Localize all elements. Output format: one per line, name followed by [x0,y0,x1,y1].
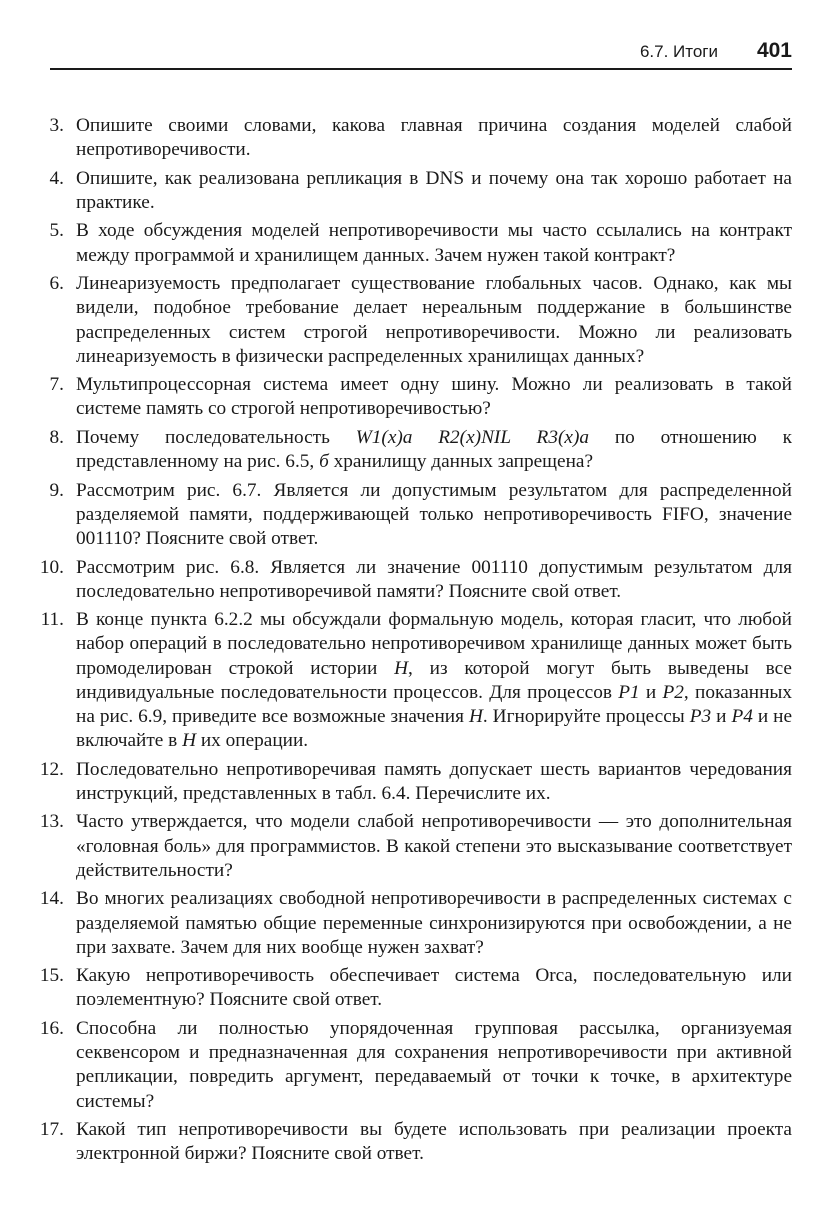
question-number: 13. [39,811,64,833]
question-number: 11. [40,609,64,631]
question-item [30,1017,792,1114]
question-text: В конце пункта 6.2.2 мы обсуждали формальную модель, которая гласит, что любой набор операций в последовательно непротиворечивом хранилище данных может быть промоделирован строкой истории H, из которой могут быть выведены все индивидуальные последовательности процессов. Для процессов P1 и P2, показанных на рис. 6.9, приведите все возможные значения H. Игнорируйте процессы P3 и P4 и не включайте в H их операции. [76,609,793,752]
question-number: 5. [49,220,64,242]
question-text: Линеаризуемость предполагает существование глобальных часов. Однако, как мы видели, подобное требование делает нереальным поддержание в большинстве распределенных систем строгой непротиворечивости. Можно ли реализовать линеаризуемость в физически распределенных хранилищах данных? [76,273,792,367]
question-number: 9. [49,479,64,501]
question-item [30,479,792,552]
question-text: Опишите своими словами, какова главная причина создания моделей слабой непротиворечивости. [76,115,792,161]
question-number: 3. [49,115,64,136]
question-item [30,167,792,215]
question-number: 10. [39,556,64,578]
page-number: 401 [756,39,792,62]
question-text: Рассмотрим рис. 6.8. Является ли значение 001110 допустимым результатом для последовательно непротиворечивой памяти? Поясните свой ответ. [76,556,792,602]
question-number: 14. [39,888,64,910]
question-item [30,810,792,883]
question-text: В ходе обсуждения моделей непротиворечивости мы часто ссылались на контракт между программой и хранилищем данных. Зачем нужен такой контракт? [76,220,792,266]
question-text: Какой тип непротиворечивости вы будете использовать при реализации проекта электронной биржи? Поясните свой ответ. [76,1119,792,1165]
question-item [30,1118,792,1166]
question-text: Какую непротиворечивость обеспечивает система Orca, последовательную или поэлементную? Поясните свой ответ. [76,965,792,1011]
question-text: Рассмотрим рис. 6.7. Является ли допустимым результатом для распределенной разделяемой памяти, поддерживающей только непротиворечивость FIFO, значение 001110? Поясните свой ответ. [76,479,792,550]
question-text: Во многих реализациях свободной непротиворечивости в распределенных системах с разделяемой памятью общие переменные синхронизируются при освобождении, а не при захвате. Зачем для них вообще нужен захват? [76,888,792,958]
question-item [30,114,792,162]
question-number: 6. [49,273,64,295]
question-number: 7. [49,374,64,396]
question-list [30,114,792,1171]
question-item [30,964,792,1012]
question-text: Способна ли полностью упорядоченная групповая рассылка, организуемая секвенсором и предназначенная для сохранения непротиворечивости при активной репликации, повредить аргумент, передаваемый от точки к точке, в архитектуре системы? [76,1017,792,1112]
question-number: 4. [49,167,64,189]
question-item [30,219,792,267]
question-number: 8. [49,426,64,448]
question-item [30,426,792,474]
running-header [50,36,792,70]
question-item [30,758,792,806]
question-number: 17. [39,1119,64,1141]
question-item [30,272,792,369]
question-item [30,608,792,753]
question-text: Мультипроцессорная система имеет одну шину. Можно ли реализовать в такой системе память со строгой непротиворечивостью? [76,374,792,420]
question-item [30,887,792,960]
section-title: 6.7. Итоги [639,42,718,61]
question-item [30,373,792,421]
question-text: Последовательно непротиворечивая память допускает шесть вариантов чередования инструкций, представленных в табл. 6.4. Перечислите их. [76,758,792,804]
question-number: 12. [39,758,64,780]
question-number: 16. [39,1017,64,1039]
question-item [30,556,792,604]
question-text: Опишите, как реализована репликация в DNS и почему она так хорошо работает на практике. [76,167,792,213]
question-text: Почему последовательность W1(x)a R2(x)NIL R3(x)a по отношению к представленному на рис. 6.5, б хранилищу данных запрещена? [76,426,793,473]
question-number: 15. [39,965,64,987]
question-text: Часто утверждается, что модели слабой непротиворечивости — это дополнительная «головная боль» для программистов. В какой степени это высказывание соответствует действительности? [76,811,792,881]
